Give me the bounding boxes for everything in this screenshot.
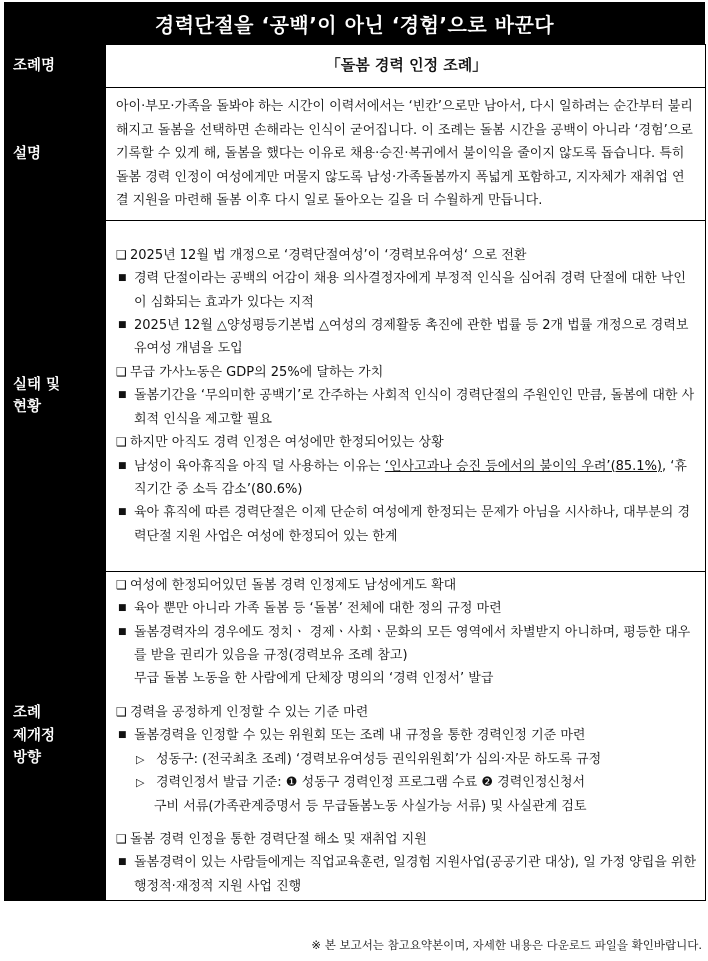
square-bullet-icon: ■ <box>118 603 127 614</box>
square-bullet-icon: ■ <box>118 507 127 518</box>
spacer <box>116 818 697 828</box>
summary-table <box>4 44 706 901</box>
revision-label <box>5 572 106 901</box>
revision-content <box>106 572 706 901</box>
triangle-right-icon: ▷ <box>136 776 145 790</box>
revision-row <box>5 572 706 901</box>
revision-sub-item-continuation: 구비 서류(가족관계증명서 등 무급돌봄노동 사실가능 서류) 및 사실관계 검토 <box>154 798 587 814</box>
square-bullet-icon: ■ <box>118 273 127 284</box>
status-bullet: ■ 경력 단절이라는 공백의 어감이 채용 의사결정자에게 부정적 인식을 심어줘 경력 단절에 대한 낙인이 심화되는 효과가 있다는 지적 <box>116 267 697 314</box>
ordinance-name: 「돌봄 경력 인정 조례」 <box>106 45 706 88</box>
square-bullet-icon: ■ <box>118 857 127 868</box>
status-label <box>5 221 106 572</box>
checkbox-square-icon: ❑ <box>116 831 127 846</box>
ordinance-label: 조례명 <box>5 45 106 88</box>
square-bullet-icon: ■ <box>118 460 127 471</box>
status-heading: ❑ 하지만 아직도 경력 인정은 여성에만 한정되어있는 상황 <box>116 431 697 454</box>
status-heading: ❑ 2025년 12월 법 개정으로 ‘경력단절여성’이 ‘경력보유여성‘ 으로 전환 <box>116 244 697 267</box>
square-bullet-icon: ■ <box>118 626 127 637</box>
status-bullet: ■ 육아 휴직에 따른 경력단절은 이제 단순히 여성에게 한정되는 문제가 아님을 시사하나, 대부분의 경력단절 지원 사업은 여성에 한정되어 있는 한계 <box>116 501 697 548</box>
footnote: ※ 본 보고서는 참고요약본이며, 자세한 내용은 다운로드 파일을 확인바랍니다. <box>311 938 702 952</box>
revision-bullet: ■ 돌봄경력이 있는 사람들에게는 직업교육훈련, 일경험 지원사업(공공기관 대상), 일 가정 양립을 위한 행정적·재정적 지원 사업 진행 <box>116 851 697 898</box>
revision-bullet-continuation: 무급 돌봄 노동을 한 사람에게 단체장 명의의 ‘경력 인정서’ 발급 <box>134 671 494 687</box>
status-bullet: ■ 2025년 12월 △양성평등기본법 △여성의 경제활동 촉진에 관한 법률 등 2개 법률 개정으로 경력보유여성 개념을 도입 <box>116 314 697 361</box>
checkbox-square-icon: ❑ <box>116 577 127 592</box>
ordinance-row <box>5 45 706 88</box>
bullet-text: 남성이 육아휴직을 아직 덜 사용하는 이유는 <box>134 458 385 474</box>
status-bullet <box>116 455 697 502</box>
checkbox-square-icon: ❑ <box>116 704 127 719</box>
checkbox-square-icon: ❑ <box>116 364 127 379</box>
page-title: 경력단절을 ‘공백’이 아닌 ‘경험’으로 바꾼다 <box>4 2 705 44</box>
square-bullet-icon: ■ <box>118 320 127 331</box>
description-label: 설명 <box>5 88 106 221</box>
triangle-right-icon: ▷ <box>136 752 145 766</box>
revision-heading: ❑ 돌봄 경력 인정을 통한 경력단절 해소 및 재취업 지원 <box>116 828 697 851</box>
revision-heading: ❑ 여성에 한정되어있던 돌봄 경력 인정제도 남성에게도 확대 <box>116 574 697 597</box>
revision-sub-item: ▷ 성동구: (전국최초 조례) ‘경력보유여성등 권익위원회’가 심의·자문 하도록 규정 <box>116 748 697 771</box>
status-heading: ❑ 무급 가사노동은 GDP의 25%에 달하는 가치 <box>116 361 697 384</box>
square-bullet-icon: ■ <box>118 390 127 401</box>
revision-label-line-2: 제개정 <box>13 727 56 744</box>
summary-sheet <box>4 2 705 901</box>
revision-label-line-3: 방향 <box>13 750 42 767</box>
status-row <box>5 221 706 572</box>
description-text: 아이·부모·가족을 돌봐야 하는 시간이 이력서에서는 ‘빈칸’으로만 남아서, 다시 일하려는 순간부터 불리해지고 돌봄을 선택하면 손해라는 인식이 굳어집니다. 이 조례는 돌봄 시간을 공백이 아니라 ‘경험’으로 기록할 수 있게 해, 돌봄을 했다는 이유로 채용·승진·복귀에서 불이익을 줄이지 않도록 돕습니다. 특히 돌봄 경력 인정이 여성에게만 머물지 않도록 남성·가족돌봄까지 폭넓게 포함하고, 지자체가 재취업 연결 지원을 마련해 돌봄 이후 다시 일로 돌아오는 길을 더 수월하게 만듭니다. <box>106 88 706 221</box>
revision-bullet: ■ 돌봄경력을 인정할 수 있는 위원회 또는 조례 내 규정을 통한 경력인정 기준 마련 <box>116 724 697 747</box>
revision-bullet: ■ 육아 뿐만 아니라 가족 돌봄 등 ‘돌봄’ 전체에 대한 정의 규정 마련 <box>116 597 697 620</box>
revision-bullet: ■ 돌봄경력자의 경우에도 정치ㆍ 경제ㆍ사회ㆍ문화의 모든 영역에서 차별받지 아니하며, 평등한 대우를 받을 권리가 있음을 규정(경력보유 조례 참고) <box>116 621 697 668</box>
checkbox-square-icon: ❑ <box>116 247 127 262</box>
square-bullet-icon: ■ <box>118 730 127 741</box>
revision-label-line-1: 조례 <box>13 705 42 722</box>
status-content <box>106 221 706 572</box>
checkbox-square-icon: ❑ <box>116 435 127 450</box>
status-bullet: ■ 돌봄기간을 ‘무의미한 공백기’로 간주하는 사회적 인식이 경력단절의 주원인인 만큼, 돌봄에 대한 사회적 인식을 제고할 필요 <box>116 384 697 431</box>
status-label-line-1: 실태 및 <box>13 376 61 393</box>
revision-sub-item: ▷ 경력인정서 발급 기준: ❶ 성동구 경력인정 프로그램 수료 ❷ 경력인정신청서 <box>116 771 697 794</box>
status-label-line-2: 현황 <box>13 399 42 415</box>
description-row <box>5 88 706 221</box>
revision-heading: ❑ 경력을 공정하게 인정할 수 있는 기준 마련 <box>116 701 697 724</box>
spacer <box>116 691 697 701</box>
underlined-statistic: ‘인사고과나 승진 등에서의 불이익 우려’(85.1%) <box>384 458 663 474</box>
bullet-text: , ‘휴직기간 중 소득 감소’(80.6%) <box>134 458 687 497</box>
